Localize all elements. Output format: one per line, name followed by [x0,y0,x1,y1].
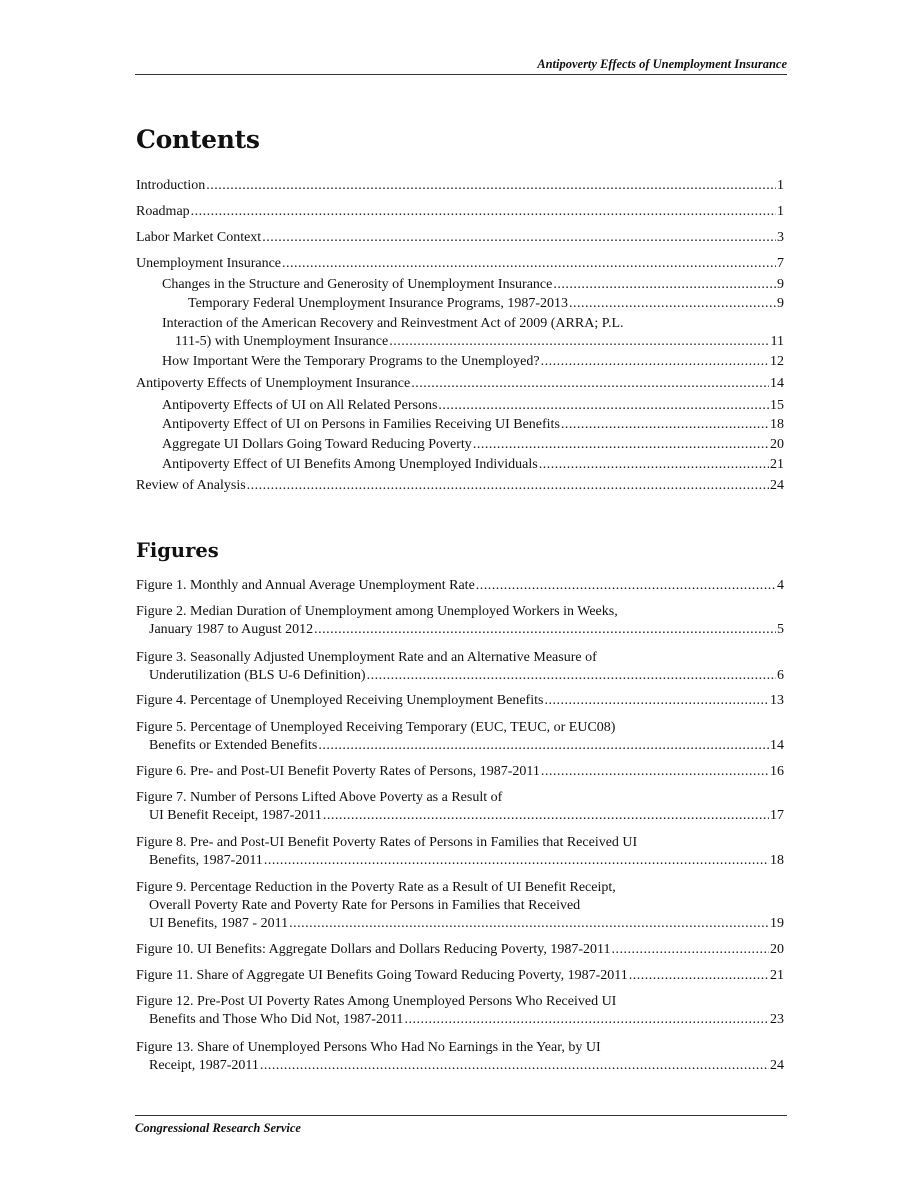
toc-entry-line: Figure 12. Pre-Post UI Poverty Rates Among Unemployed Persons Who Received UI [136,994,617,1009]
toc-page-number: 16 [770,764,784,779]
toc-page-number: 13 [770,693,784,708]
toc-page-number: 14 [770,376,784,391]
dot-leader [264,852,769,870]
toc-entry-text: Figure 1. Monthly and Annual Average Unemployment Rate [136,578,475,593]
toc-page-number: 19 [770,916,784,931]
toc-entry-line: Figure 9. Percentage Reduction in the Poverty Rate as a Result of UI Benefit Receipt, [136,880,616,895]
toc-entry-text: Figure 4. Percentage of Unemployed Receiving Unemployment Benefits [136,693,544,708]
page-footer: Congressional Research Service [135,1115,787,1136]
dot-leader [247,477,769,495]
toc-page-number: 6 [777,668,784,683]
toc-entry-text: How Important Were the Temporary Programs to the Unemployed? [162,354,540,369]
dot-leader [541,763,769,781]
dot-leader [191,203,776,221]
dot-leader [544,692,769,710]
toc-page-number: 21 [770,968,784,983]
figure-entry-9[interactable] [136,879,784,933]
dot-leader [629,967,769,985]
toc-entry-text: Aggregate UI Dollars Going Toward Reducing Poverty [162,437,472,452]
dot-leader [553,276,776,294]
toc-page-number: 1 [777,204,784,219]
dot-leader [282,255,776,273]
toc-entry-line: Interaction of the American Recovery and Reinvestment Act of 2009 (ARRA; P.L. [162,316,624,331]
figure-entry-4[interactable] [136,692,784,710]
figures-title: Figures [136,539,219,562]
dot-leader [476,577,776,595]
toc-page-number: 17 [770,808,784,823]
dot-leader [323,807,769,825]
toc-page-number: 9 [777,277,784,292]
toc-page-number: 15 [770,398,784,413]
toc-page-number: 14 [770,738,784,753]
toc-page-number: 9 [777,296,784,311]
dot-leader [539,456,769,474]
toc-entry-line: Figure 13. Share of Unemployed Persons Who Had No Earnings in the Year, by UI [136,1040,601,1055]
toc-entry-all-related-persons[interactable] [136,397,784,415]
figure-entry-10[interactable] [136,941,784,959]
toc-entry-text: UI Benefits, 1987 - 2011 [149,916,289,931]
toc-entry-families-receiving-ui[interactable] [136,416,784,434]
toc-entry-text: Review of Analysis [136,478,246,493]
toc-entry-text: Unemployment Insurance [136,256,282,271]
contents-title: Contents [136,125,260,154]
toc-entry-line: Figure 3. Seasonally Adjusted Unemployment Rate and an Alternative Measure of [136,650,597,665]
running-header: Antipoverty Effects of Unemployment Insurance [135,57,787,75]
toc-entry-text: Receipt, 1987-2011 [149,1058,259,1073]
toc-entry-unemployment-insurance[interactable] [136,255,784,273]
dot-leader [389,333,769,351]
toc-entry-line: Overall Poverty Rate and Poverty Rate for Persons in Families that Received [149,898,581,913]
toc-page-number: 3 [777,230,784,245]
toc-entry-line: Figure 5. Percentage of Unemployed Receiving Temporary (EUC, TEUC, or EUC08) [136,720,616,735]
figure-entry-6[interactable] [136,763,784,781]
dot-leader [611,941,769,959]
dot-leader [404,1011,769,1029]
toc-page-number: 23 [770,1012,784,1027]
toc-page-number: 18 [770,417,784,432]
toc-entry-temporary-programs-importance[interactable] [136,353,784,371]
toc-entry-text: Figure 10. UI Benefits: Aggregate Dollars and Dollars Reducing Poverty, 1987-2011 [136,942,611,957]
dot-leader [561,416,769,434]
toc-entry-changes-structure[interactable] [136,276,784,294]
figure-entry-8[interactable] [136,834,784,870]
figure-entry-1[interactable] [136,577,784,595]
figure-entry-3[interactable] [136,649,784,685]
toc-page-number: 20 [770,942,784,957]
toc-entry-text: Underutilization (BLS U-6 Definition) [149,668,366,683]
toc-entry-line: Figure 8. Pre- and Post-UI Benefit Poverty Rates of Persons in Families that Received UI [136,835,638,850]
dot-leader [411,375,769,393]
dot-leader [367,667,776,685]
toc-entry-aggregate-ui-dollars[interactable] [136,436,784,454]
toc-entry-text: January 1987 to August 2012 [149,622,314,637]
dot-leader [289,915,769,933]
toc-page-number: 1 [777,178,784,193]
figure-entry-12[interactable] [136,993,784,1029]
dot-leader [262,229,776,247]
toc-entry-text: Figure 11. Share of Aggregate UI Benefits Going Toward Reducing Poverty, 1987-2011 [136,968,628,983]
toc-page-number: 18 [770,853,784,868]
toc-page-number: 11 [770,334,784,349]
toc-entry-text: UI Benefit Receipt, 1987-2011 [149,808,322,823]
toc-entry-text: Labor Market Context [136,230,262,245]
figure-entry-13[interactable] [136,1039,784,1075]
figure-entry-2[interactable] [136,603,784,639]
toc-page-number: 24 [770,1058,784,1073]
toc-entry-antipoverty-effects[interactable] [136,375,784,393]
toc-entry-text: Introduction [136,178,206,193]
dot-leader [318,737,769,755]
figure-entry-5[interactable] [136,719,784,755]
toc-page-number: 20 [770,437,784,452]
toc-entry-unemployed-individuals[interactable] [136,456,784,474]
toc-entry-line: Figure 2. Median Duration of Unemployment among Unemployed Workers in Weeks, [136,604,618,619]
toc-entry-introduction[interactable] [136,177,784,195]
figure-entry-7[interactable] [136,789,784,825]
toc-entry-text: Changes in the Structure and Generosity of Unemployment Insurance [162,277,553,292]
dot-leader [206,177,776,195]
toc-page-number: 12 [770,354,784,369]
figure-entry-11[interactable] [136,967,784,985]
toc-entry-text: Figure 6. Pre- and Post-UI Benefit Poverty Rates of Persons, 1987-2011 [136,764,540,779]
toc-page-number: 4 [777,578,784,593]
dot-leader [314,621,776,639]
dot-leader [438,397,769,415]
toc-entry-text: Benefits or Extended Benefits [149,738,318,753]
toc-entry-review-of-analysis[interactable] [136,477,784,495]
toc-page-number: 7 [777,256,784,271]
toc-entry-text: Antipoverty Effect of UI Benefits Among Unemployed Individuals [162,457,538,472]
toc-entry-roadmap[interactable] [136,203,784,221]
dot-leader [541,353,769,371]
toc-entry-text: Temporary Federal Unemployment Insurance Programs, 1987-2013 [188,296,569,311]
toc-entry-line: Figure 7. Number of Persons Lifted Above Poverty as a Result of [136,790,503,805]
toc-entry-text: Antipoverty Effects of Unemployment Insurance [136,376,411,391]
toc-entry-text: Antipoverty Effects of UI on All Related Persons [162,398,438,413]
toc-entry-arra-interaction[interactable] [136,315,784,351]
toc-page-number: 24 [770,478,784,493]
dot-leader [260,1057,769,1075]
toc-entry-text: Roadmap [136,204,190,219]
toc-entry-text: Antipoverty Effect of UI on Persons in Families Receiving UI Benefits [162,417,560,432]
dot-leader [473,436,769,454]
toc-entry-text: Benefits and Those Who Did Not, 1987-2011 [149,1012,404,1027]
toc-entry-text: 111-5) with Unemployment Insurance [175,334,389,349]
toc-entry-text: Benefits, 1987-2011 [149,853,263,868]
toc-entry-temporary-federal-programs[interactable] [136,295,784,313]
toc-page-number: 5 [777,622,784,637]
toc-entry-labor-market-context[interactable] [136,229,784,247]
dot-leader [569,295,776,313]
toc-page-number: 21 [770,457,784,472]
